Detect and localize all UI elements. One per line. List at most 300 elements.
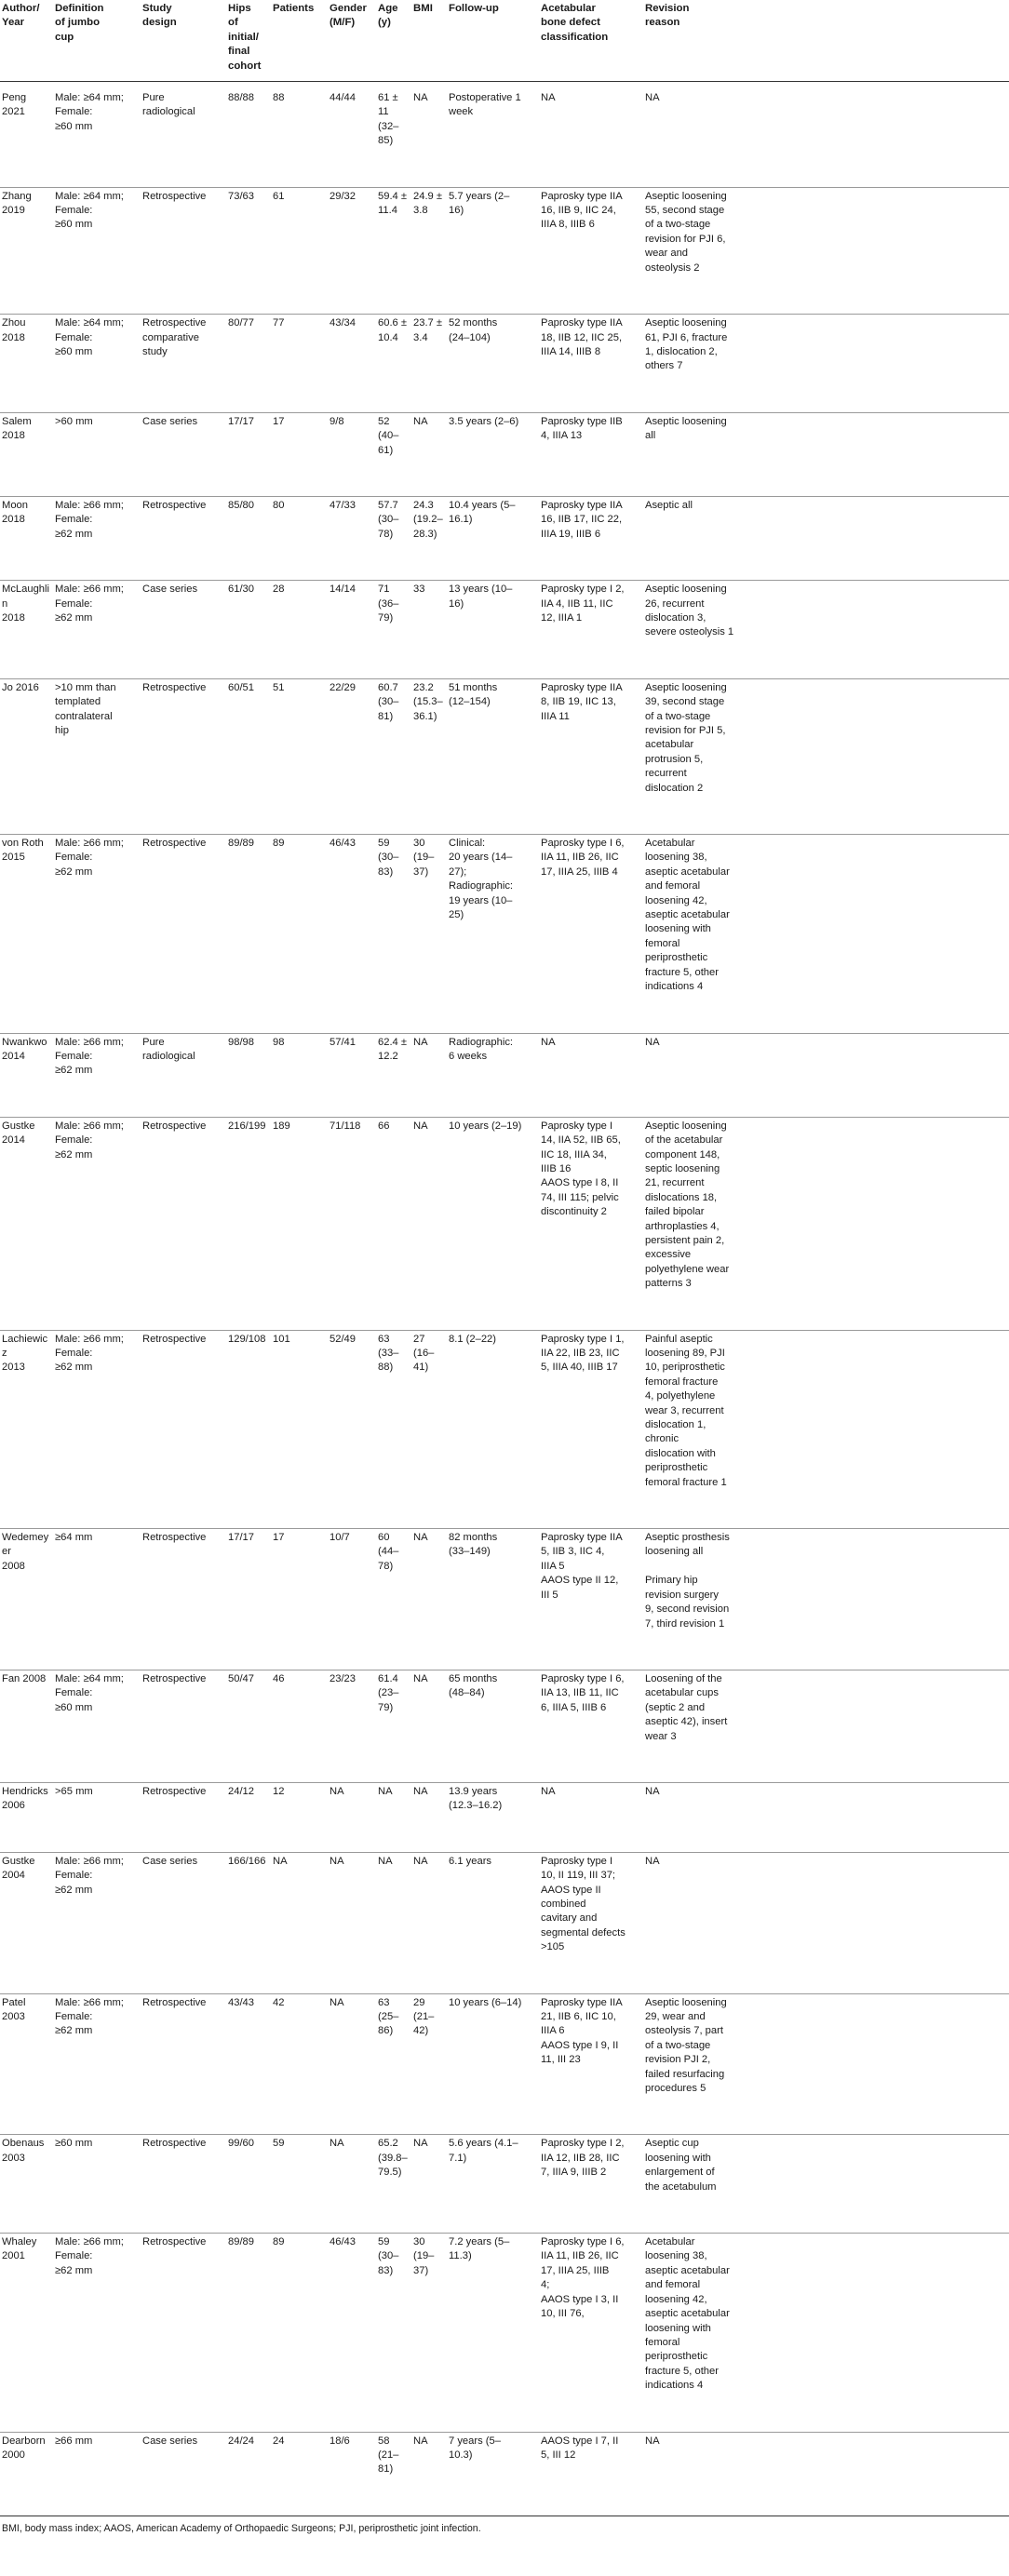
- cell-text: (21–: [413, 2011, 435, 2022]
- cell-study-design: [141, 1670, 226, 1782]
- cell-follow-up: [447, 581, 539, 679]
- cell-text: IIA 11, IIB 26, IIC: [541, 852, 619, 864]
- cell-jumbo-cup-definition: [53, 1670, 141, 1782]
- cell-text: 2014: [2, 1050, 25, 1062]
- cell-text: (19.2–: [413, 514, 443, 526]
- cell-text: ≥62 mm: [55, 611, 93, 624]
- cell-text: Retrospective: [142, 1532, 207, 1544]
- cell-text: Postoperative 1: [449, 92, 521, 104]
- cell-text: dislocation with: [645, 1447, 716, 1459]
- cell-author-year: [0, 187, 53, 314]
- table-row: [0, 82, 1009, 188]
- cell-patients: [271, 1330, 328, 1528]
- cell-jumbo-cup-definition: [53, 2135, 141, 2234]
- cell-text: Retrospective: [142, 1785, 207, 1797]
- cell-author-year: [0, 1330, 53, 1528]
- cell-text: 66: [378, 1120, 390, 1132]
- cell-bone-defect-classification: [539, 496, 643, 580]
- cell-text: 33: [413, 584, 425, 596]
- cell-follow-up: [447, 1852, 539, 1993]
- header-text: Gender: [330, 3, 367, 14]
- cell-hips-cohort: [226, 1852, 271, 1993]
- cell-text: 6, IIIA 5, IIIB 6: [541, 1701, 607, 1713]
- cell-text: Retrospective: [142, 317, 207, 329]
- cell-text: 78): [378, 528, 394, 540]
- cell-hips-cohort: [226, 315, 271, 413]
- table-row: [0, 315, 1009, 413]
- cell-gender: [328, 2432, 376, 2516]
- cell-text: 46/43: [330, 2236, 356, 2248]
- cell-age: [376, 1993, 411, 2135]
- cell-text: 10.4 years (5–: [449, 499, 516, 511]
- cell-text: NA: [541, 92, 556, 104]
- cell-text: 16, IIB 9, IIC 24,: [541, 205, 616, 217]
- cell-study-design: [141, 2432, 226, 2516]
- cell-text: wear 3: [645, 1730, 677, 1742]
- cell-revision-reason: [643, 1330, 1009, 1528]
- cell-author-year: [0, 2234, 53, 2432]
- cell-text: 24.3: [413, 499, 434, 511]
- cell-text: 59: [273, 2138, 285, 2150]
- cell-bone-defect-classification: [539, 1782, 643, 1852]
- cell-text: Female:: [55, 597, 93, 610]
- table-footnote: BMI, body mass index; AAOS, American Academy of Orthopaedic Surgeons; PJI, periprosthetic joint infection.: [2, 2522, 481, 2534]
- cell-text: osteolysis 7, part: [645, 2025, 723, 2037]
- cell-text: 98: [273, 1036, 285, 1048]
- cell-patients: [271, 1782, 328, 1852]
- cell-jumbo-cup-definition: [53, 412, 141, 496]
- cell-study-design: [141, 412, 226, 496]
- cell-author-year: [0, 2135, 53, 2234]
- cell-text: 18, IIB 12, IIC 25,: [541, 331, 623, 343]
- cell-text: (39.8–: [378, 2152, 408, 2164]
- cell-text: NA: [378, 1855, 393, 1867]
- cell-text: Jo 2016: [2, 681, 39, 693]
- cell-text: Paprosky type IIB: [541, 415, 623, 427]
- cell-text: 12.2: [378, 1050, 398, 1062]
- cell-text: 16, IIB 17, IIC 22,: [541, 514, 623, 526]
- cell-follow-up: [447, 1033, 539, 1117]
- cell-text: radiological: [142, 106, 195, 118]
- cell-text: Paprosky type IIA: [541, 317, 623, 329]
- cell-gender: [328, 1117, 376, 1330]
- cell-text: Nwankwo: [2, 1036, 47, 1048]
- cell-text: others 7: [645, 360, 683, 372]
- cell-text: 61.4: [378, 1672, 398, 1684]
- cell-study-design: [141, 1993, 226, 2135]
- cell-text: 81): [378, 2463, 394, 2475]
- cell-text: Obenaus: [2, 2138, 45, 2150]
- cell-text: NA: [413, 92, 428, 104]
- cell-text: femoral: [645, 937, 680, 949]
- cell-text: >105: [541, 1941, 565, 1953]
- cell-text: 10, II 119, III 37;: [541, 1870, 616, 1882]
- cell-age: [376, 2135, 411, 2234]
- header-text: reason: [645, 17, 680, 29]
- cell-age: [376, 82, 411, 188]
- cell-text: (23–: [378, 1687, 399, 1699]
- cell-text: Gustke 2004: [2, 1855, 35, 1882]
- cell-text: 61): [378, 444, 394, 456]
- table-header: [0, 2, 1009, 82]
- cell-text: 52/49: [330, 1333, 356, 1345]
- cell-bone-defect-classification: [539, 82, 643, 188]
- cell-text: 65 months: [449, 1672, 498, 1684]
- cell-follow-up: [447, 2432, 539, 2516]
- cell-study-design: [141, 496, 226, 580]
- cell-jumbo-cup-definition: [53, 1330, 141, 1528]
- cell-text: 29: [413, 1996, 425, 2008]
- cell-text: Clinical:: [449, 838, 486, 850]
- cell-text: 65.2: [378, 2138, 398, 2150]
- cell-text: 3.8: [413, 205, 428, 217]
- cell-hips-cohort: [226, 2234, 271, 2432]
- cell-text: 5.7 years (2–: [449, 190, 510, 202]
- cell-text: Aseptic loosening: [645, 681, 727, 693]
- cell-text: ≥62 mm: [55, 2025, 93, 2037]
- cell-text: 79.5): [378, 2167, 402, 2179]
- cell-patients: [271, 412, 328, 496]
- cell-text: Aseptic loosening: [645, 317, 727, 329]
- header-text: final: [228, 46, 250, 58]
- header-text: classification: [541, 31, 609, 43]
- cell-bmi: [411, 1330, 447, 1528]
- cell-text: AAOS type I 7, II: [541, 2435, 619, 2447]
- cell-text: AAOS type II 12,: [541, 1575, 619, 1587]
- cell-text: 59: [378, 838, 390, 850]
- cell-patients: [271, 2432, 328, 2516]
- table-row: [0, 1993, 1009, 2135]
- cell-text: Aseptic prosthesis: [645, 1532, 730, 1544]
- cell-text: femoral fracture 1: [645, 1476, 727, 1488]
- cell-age: [376, 1529, 411, 1670]
- cell-text: Hendricks: [2, 1785, 48, 1797]
- cell-text: 2003: [2, 2152, 25, 2164]
- cell-text: Retrospective: [142, 1333, 207, 1345]
- cell-text: Male: ≥64 mm;: [55, 317, 124, 329]
- cell-text: Lachiewicz: [2, 1333, 48, 1359]
- cell-text: 166/166: [228, 1855, 266, 1867]
- cell-bone-defect-classification: [539, 187, 643, 314]
- cell-text: 43/34: [330, 317, 356, 329]
- cell-hips-cohort: [226, 678, 271, 834]
- cell-text: 27);: [449, 865, 467, 878]
- cell-text: 23.2: [413, 681, 434, 693]
- table-row: [0, 412, 1009, 496]
- cell-follow-up: [447, 678, 539, 834]
- cell-text: Salem 2018: [2, 415, 32, 442]
- cell-follow-up: [447, 2234, 539, 2432]
- cell-text: 60.6 ±: [378, 317, 408, 329]
- cell-text: McLaughlin: [2, 584, 49, 610]
- cell-text: 88/88: [228, 92, 254, 104]
- cell-author-year: [0, 315, 53, 413]
- cell-text: revision for PJI 6,: [645, 233, 726, 245]
- cell-text: 61/30: [228, 584, 254, 596]
- cell-patients: [271, 581, 328, 679]
- header-age: [376, 2, 411, 82]
- cell-bone-defect-classification: [539, 315, 643, 413]
- cell-patients: [271, 835, 328, 1033]
- cell-revision-reason: [643, 315, 1009, 413]
- header-text: of jumbo: [55, 17, 101, 29]
- cell-author-year: [0, 1670, 53, 1782]
- cell-text: 61, PJI 6, fracture: [645, 331, 728, 343]
- cell-text: Female:: [55, 2011, 93, 2022]
- header-text: BMI: [413, 3, 433, 14]
- cell-text: 17, IIIA 25, IIIB 4: [541, 865, 618, 878]
- cell-text: [645, 1560, 786, 1574]
- cell-text: Whaley 2001: [2, 2236, 37, 2262]
- cell-text: Radiographic:: [449, 1036, 514, 1048]
- cell-text: 37): [413, 2264, 429, 2276]
- cell-text: aseptic acetabular: [645, 2308, 730, 2320]
- cell-text: femoral: [645, 2336, 680, 2348]
- cell-text: ≥62 mm: [55, 865, 93, 878]
- cell-text: 26, recurrent: [645, 597, 705, 610]
- cell-text: 85/80: [228, 499, 254, 511]
- cell-patients: [271, 315, 328, 413]
- cell-text: IIA 12, IIB 28, IIC: [541, 2152, 620, 2164]
- cell-text: 7 years (5–: [449, 2435, 501, 2447]
- cell-author-year: [0, 82, 53, 188]
- cell-text: severe osteolysis 1: [645, 626, 734, 638]
- cell-text: 79): [378, 1701, 394, 1713]
- cell-text: 11, III 23: [541, 2054, 581, 2066]
- cell-text: 46/43: [330, 838, 356, 850]
- header-author-year: [0, 2, 53, 82]
- cell-revision-reason: [643, 2234, 1009, 2432]
- cell-text: 41): [413, 1362, 429, 1374]
- cell-text: IIA 4, IIB 11, IIC: [541, 597, 613, 610]
- cell-text: 21, IIB 6, IIC 10,: [541, 2011, 616, 2022]
- header-text: Patients: [273, 3, 315, 14]
- cell-text: 28.3): [413, 528, 437, 540]
- cell-text: Pure: [142, 1036, 165, 1048]
- cell-revision-reason: [643, 1117, 1009, 1330]
- cell-text: NA: [413, 2138, 428, 2150]
- cell-text: of a two-stage: [645, 710, 711, 722]
- cell-text: IIIA 11: [541, 710, 570, 722]
- cell-text: 50/47: [228, 1672, 254, 1684]
- cell-text: 24.9 ±: [413, 190, 443, 202]
- cell-text: 8.1 (2–22): [449, 1333, 496, 1345]
- cell-text: (24–104): [449, 331, 491, 343]
- cell-study-design: [141, 581, 226, 679]
- cell-jumbo-cup-definition: [53, 2234, 141, 2432]
- cell-text: Retrospective: [142, 190, 207, 202]
- cell-text: component 148,: [645, 1148, 720, 1161]
- cell-text: 27: [413, 1333, 425, 1345]
- cell-text: 2018: [2, 611, 25, 624]
- header-text: Definition: [55, 3, 104, 14]
- cell-gender: [328, 2234, 376, 2432]
- table-row: [0, 678, 1009, 834]
- cell-bmi: [411, 1117, 447, 1330]
- cell-revision-reason: [643, 1782, 1009, 1852]
- cell-text: NA: [378, 1785, 393, 1797]
- cell-text: (15.3–: [413, 696, 443, 708]
- cell-text: all: [645, 430, 656, 442]
- cell-text: AAOS type I 8, II: [541, 1177, 619, 1189]
- cell-text: Retrospective: [142, 681, 207, 693]
- cell-text: IIC 18, IIIA 34,: [541, 1148, 607, 1161]
- header-text: initial/: [228, 31, 259, 43]
- cell-patients: [271, 82, 328, 188]
- cell-study-design: [141, 835, 226, 1033]
- cell-text: 10, III 76,: [541, 2308, 585, 2320]
- cell-age: [376, 1782, 411, 1852]
- cell-text: loosening with: [645, 2152, 711, 2164]
- cell-bmi: [411, 835, 447, 1033]
- cell-age: [376, 187, 411, 314]
- cell-text: recurrent: [645, 768, 687, 780]
- cell-text: IIIA 5: [541, 1560, 565, 1572]
- cell-text: 2000: [2, 2449, 25, 2461]
- cell-text: 85): [378, 135, 394, 147]
- cell-text: NA: [413, 1672, 428, 1684]
- cell-bone-defect-classification: [539, 1330, 643, 1528]
- header-text: of: [228, 17, 238, 29]
- cell-text: revision for PJI 5,: [645, 725, 726, 736]
- cell-text: 10.3): [449, 2449, 473, 2461]
- cell-text: NA: [645, 1036, 660, 1048]
- cell-text: 16.1): [449, 514, 473, 526]
- cell-text: 7.1): [449, 2152, 467, 2164]
- cell-text: 28: [273, 584, 285, 596]
- cell-text: 74, III 115; pelvic: [541, 1191, 619, 1203]
- cell-text: 36.1): [413, 710, 437, 722]
- cell-text: 98/98: [228, 1036, 254, 1048]
- cell-text: 10/7: [330, 1532, 350, 1544]
- cell-gender: [328, 412, 376, 496]
- cell-patients: [271, 496, 328, 580]
- cell-bmi: [411, 1670, 447, 1782]
- cell-text: procedures 5: [645, 2083, 706, 2095]
- cell-gender: [328, 1330, 376, 1528]
- cell-bmi: [411, 315, 447, 413]
- cell-text: Paprosky type IIA: [541, 1996, 623, 2008]
- cell-text: Paprosky type I 6,: [541, 2236, 625, 2248]
- cell-study-design: [141, 1852, 226, 1993]
- table-body: [0, 82, 1009, 2516]
- cell-text: ≥66 mm: [55, 2435, 93, 2447]
- cell-text: contralateral: [55, 710, 113, 722]
- cell-text: and femoral: [645, 880, 701, 892]
- cell-text: Female:: [55, 1134, 93, 1147]
- cell-text: 20 years (14–: [449, 852, 513, 864]
- cell-text: Female:: [55, 1348, 93, 1359]
- table-row: [0, 187, 1009, 314]
- cell-text: (33–149): [449, 1546, 491, 1558]
- cell-follow-up: [447, 835, 539, 1033]
- cell-text: NA: [413, 1532, 428, 1544]
- cell-text: 29, wear and: [645, 2011, 706, 2022]
- cell-follow-up: [447, 187, 539, 314]
- cell-text: (48–84): [449, 1687, 485, 1699]
- cell-age: [376, 315, 411, 413]
- header-text: Revision: [645, 3, 690, 14]
- cell-text: Retrospective: [142, 838, 207, 850]
- cell-hips-cohort: [226, 1330, 271, 1528]
- table-row: [0, 2234, 1009, 2432]
- cell-text: 3.4: [413, 331, 428, 343]
- cell-age: [376, 412, 411, 496]
- cell-text: ≥62 mm: [55, 1148, 93, 1161]
- cell-hips-cohort: [226, 1993, 271, 2135]
- cell-text: Retrospective: [142, 2138, 207, 2150]
- table-row: [0, 1670, 1009, 1782]
- cell-author-year: [0, 1529, 53, 1670]
- cell-jumbo-cup-definition: [53, 1117, 141, 1330]
- cell-text: 29/32: [330, 190, 356, 202]
- cell-text: 10.4: [378, 331, 398, 343]
- cell-jumbo-cup-definition: [53, 1033, 141, 1117]
- cell-text: protrusion 5,: [645, 753, 704, 765]
- cell-text: 16): [449, 205, 464, 217]
- cell-text: Paprosky type IIA: [541, 499, 623, 511]
- cell-text: 52: [378, 415, 390, 427]
- cell-text: 99/60: [228, 2138, 254, 2150]
- cell-text: combined: [541, 1898, 586, 1910]
- cell-text: comparative: [142, 331, 199, 343]
- cell-text: (40–: [378, 430, 399, 442]
- table-row: [0, 2432, 1009, 2516]
- cell-follow-up: [447, 1993, 539, 2135]
- cell-text: 11.3): [449, 2250, 472, 2262]
- cell-text: 47/33: [330, 499, 356, 511]
- cell-hips-cohort: [226, 187, 271, 314]
- cell-text: and femoral: [645, 2279, 701, 2291]
- cell-text: ≥60 mm: [55, 219, 93, 231]
- cell-text: Male: ≥66 mm;: [55, 838, 124, 850]
- cell-text: discontinuity 2: [541, 1206, 607, 1218]
- cell-text: Primary hip: [645, 1575, 698, 1587]
- table-row: [0, 581, 1009, 679]
- cell-text: revision PJI 2,: [645, 2054, 711, 2066]
- cell-text: NA: [645, 1855, 660, 1867]
- cell-text: Case series: [142, 415, 198, 427]
- cell-text: 7, IIIA 9, IIIB 2: [541, 2167, 607, 2179]
- table-row: [0, 1852, 1009, 1993]
- cell-text: 7, third revision 1: [645, 1617, 725, 1630]
- cell-patients: [271, 1993, 328, 2135]
- cell-text: 1, dislocation 2,: [645, 345, 718, 357]
- cell-text: Male: ≥66 mm;: [55, 1333, 124, 1345]
- cell-author-year: [0, 678, 53, 834]
- header-follow-up: [447, 2, 539, 82]
- cell-text: 6.1 years: [449, 1855, 492, 1867]
- cell-bone-defect-classification: [539, 1993, 643, 2135]
- cell-bone-defect-classification: [539, 1033, 643, 1117]
- cell-follow-up: [447, 1330, 539, 1528]
- cell-bmi: [411, 496, 447, 580]
- cell-text: enlargement of: [645, 2167, 715, 2179]
- cell-text: 37): [413, 865, 429, 878]
- cell-text: NA: [330, 1996, 344, 2008]
- cell-revision-reason: [643, 835, 1009, 1033]
- cell-text: Loosening of the: [645, 1672, 722, 1684]
- cell-text: NA: [413, 1785, 428, 1797]
- header-text: Author/: [2, 3, 40, 14]
- cell-jumbo-cup-definition: [53, 1529, 141, 1670]
- cell-gender: [328, 1033, 376, 1117]
- cell-hips-cohort: [226, 1529, 271, 1670]
- cell-text: 60.7: [378, 681, 398, 693]
- cell-author-year: [0, 496, 53, 580]
- cell-text: 9, second revision: [645, 1603, 730, 1616]
- cell-author-year: [0, 1782, 53, 1852]
